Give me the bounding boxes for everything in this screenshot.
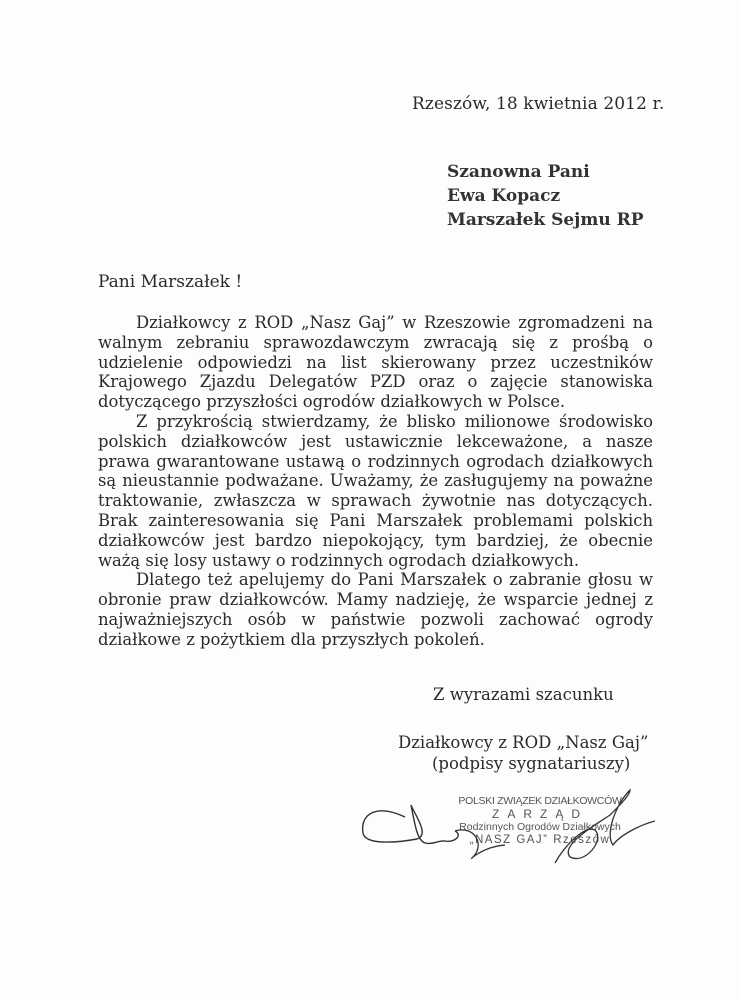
stamp-line: POLSKI ZWIĄZEK DZIAŁKOWCÓW xyxy=(458,795,622,807)
signer-name: Działkowcy z ROD „Nasz Gaj” xyxy=(398,733,649,752)
handwritten-signature xyxy=(355,785,655,865)
letter-body xyxy=(98,313,653,650)
addressee-line: Ewa Kopacz xyxy=(447,186,561,206)
addressee-line: Szanowna Pani xyxy=(447,162,590,182)
stamp-line: ZARZĄD xyxy=(492,807,588,821)
signer-note: (podpisy sygnatariuszy) xyxy=(432,754,631,773)
addressee-line: Marszałek Sejmu RP xyxy=(447,210,644,230)
signature-stroke xyxy=(455,830,505,858)
closing: Z wyrazami szacunku xyxy=(433,685,614,704)
signer-block xyxy=(398,732,648,774)
stamp-line: Rodzinnych Ogrodów Działkowych xyxy=(459,821,621,833)
body-paragraph: Dlatego też apelujemy do Pani Marszałek o zabranie głosu w obronie praw działkowców. Mamy nadzieję, że wsparcie jednej z najważniejszych osób w państwie pozwoli zachować ogrody działkowe z pożytkiem dla przyszłych pokoleń. xyxy=(98,570,653,649)
addressee-block xyxy=(447,160,644,232)
salutation: Pani Marszałek ! xyxy=(98,272,243,292)
body-paragraph: Z przykrością stwierdzamy, że blisko milionowe środowisko polskich działkowców jest ustawicznie lekceważone, a nasze prawa gwarantowane ustawą o rodzinnych ogrodach działkowych są nieustannie podważane. Uważamy, że zasługujemy na poważne traktowanie, zwłaszcza w sprawach żywotnie nas dotyczących. Brak zainteresowania się Pani Marszałek problemami polskich działkowców jest bardzo niepokojący, tym bardziej, że obecnie ważą się losy ustawy o rodzinnych ogrodach działkowych. xyxy=(98,411,653,570)
body-paragraph: Działkowcy z ROD „Nasz Gaj” w Rzeszowie zgromadzeni na walnym zebraniu sprawozdawczym zwracają się z prośbą o udzielenie odpowiedzi na list skierowany przez uczestników Krajowego Zjazdu Delegatów PZD oraz o zajęcie stanowiska dotyczącego przyszłości ogrodów działkowych w Polsce. xyxy=(98,313,653,412)
signature-stroke xyxy=(555,790,655,863)
stamp-line: „NASZ GAJ” Rzeszów xyxy=(469,834,611,846)
signature-stroke xyxy=(363,805,459,843)
letter-date: Rzeszów, 18 kwietnia 2012 r. xyxy=(412,94,665,114)
